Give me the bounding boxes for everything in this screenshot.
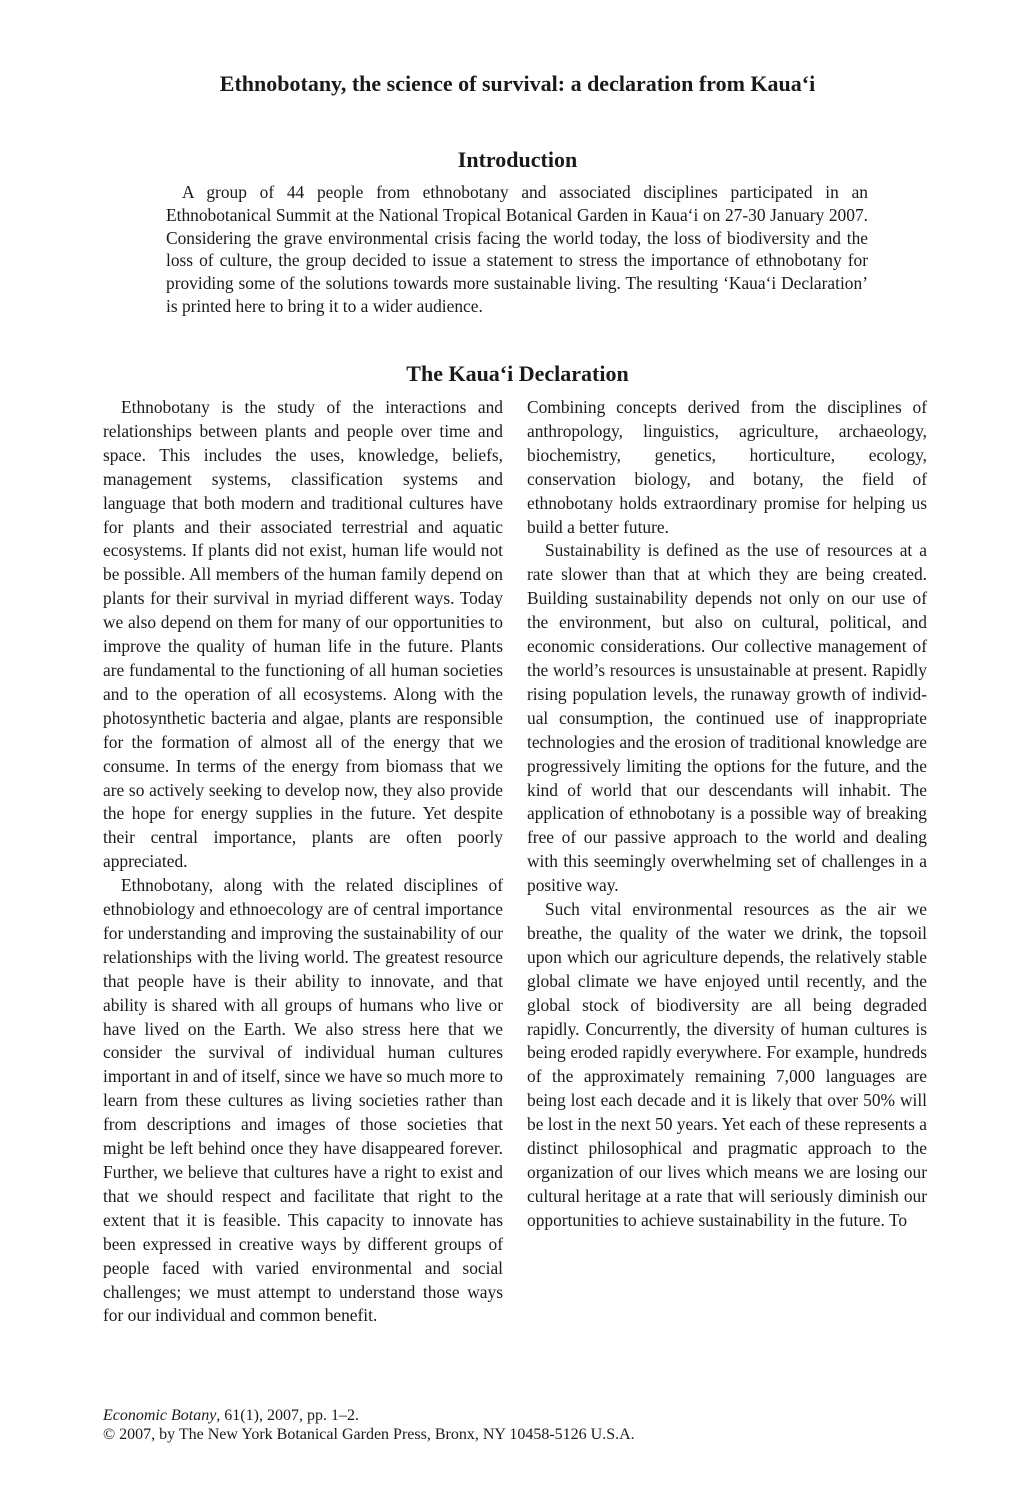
declaration-paragraph-continued: Combining concepts derived from the disciplines of anthropology, linguistics, agriculture, archaeology, biochemistry, genetics, horticulture, ecology, conservation biology, and botany, the field of ethnobotany holds extraordinary promise for helping us build a better future. bbox=[527, 397, 927, 537]
left-column bbox=[103, 396, 503, 1328]
right-column bbox=[527, 396, 927, 1233]
footer bbox=[103, 1406, 635, 1444]
declaration-paragraph: Such vital environmental resources as the air we breathe, the quality of the water we drink, the topsoil upon which our agriculture depends, the relatively stable global climate we have enjoyed until recently, and the global stock of biodiversity are all being degraded rapidly. Concurrently, the diversity of human cultures is being eroded rapidly everywhere. For example, hundreds of the approximately remaining 7,000 languages are being lost each decade and it is likely that over 50% will be lost in the next 50 years. Yet each of these represents a distinct philosophical and pragmatic approach to the organization of our lives which means we are losing our cultural heritage at a rate that will seriously diminish our opportunities to achieve sustainability in the future. To bbox=[527, 899, 927, 1230]
citation-line bbox=[103, 1406, 635, 1425]
declaration-paragraph: Ethnobotany, along with the related disciplines of ethnobiology and ethnoecology are of central importance for understanding and improving the sustainability of our relationships with the living world. The greatest resource that people have is their ability to innovate, and that ability is shared with all groups of humans who live or have lived on the Earth. We also stress here that we consider the survival of individual human cultures important in and of itself, since we have so much more to learn from these cultures as living societies rather than from descriptions and images of those societies that might be left behind once they have disappeared forever. Further, we believe that cultures have a right to exist and that we should respect and facilitate that right to the extent that it is feasible. This capacity to innovate has been expressed in creative ways by different groups of people faced with varied environmental and social challenges; we must attempt to understand those ways for our individual and common benefit. bbox=[103, 875, 503, 1326]
declaration-paragraph: Sustainability is defined as the use of resources at a rate slower than that at which they are being created. Building sustainability depends not only on our use of the environment, but also on cultural, political, and economic considerations. Our collective management of the world’s resources is unsustainable at present. Rapidly rising population levels, the runaway growth of individual consumption, the continued use of inappropriate technologies and the erosion of traditional knowledge are progressively limiting the options for the future, and the kind of world that our descendants will inhabit. The application of ethnobotany is a possible way of breaking free of our passive approach to the world and dealing with this seemingly overwhelming set of challenges in a positive way. bbox=[527, 540, 927, 896]
introduction-paragraph: A group of 44 people from ethnobotany and associated disciplines participated in an Ethnobotanical Summit at the National Tropical Botanical Garden in Kaua‘i on 27-30 January 2007. Considering the grave environmental crisis facing the world today, the loss of biodiversity and the loss of culture, the group decided to issue a statement to stress the importance of ethnobotany for providing some of the solutions towards more sustainable living. The resulting ‘Kaua‘i Declaration’ is printed here to bring it to a wider audience. bbox=[166, 182, 868, 316]
article-title: Ethnobotany, the science of survival: a declaration from Kaua‘i bbox=[219, 71, 816, 96]
declaration-paragraph: Ethnobotany is the study of the interactions and relationships between plants and people over time and space. This includes the uses, knowledge, beliefs, management systems, classification systems and language that both modern and traditional cultures have for plants and their associated terrestrial and aquatic ecosystems. If plants did not exist, human life would not be possible. All members of the human family depend on plants for their survival in myriad different ways. Today we also depend on them for many of our opportunities to improve the quality of human life in the future. Plants are fundamental to the functioning of all human societies and to the operation of all ecosystems. Along with the photosynthetic bacteria and algae, plants are responsible for the formation of almost all of the energy that we consume. In terms of the energy from biomass that we are so actively seeking to develop now, they also provide the hope for energy supplies in the future. Yet despite their central importance, plants are often poorly appreciated. bbox=[103, 397, 503, 872]
introduction-heading: Introduction bbox=[457, 147, 578, 172]
citation-details: , 61(1), 2007, pp. 1–2. bbox=[216, 1407, 359, 1424]
journal-name: Economic Botany bbox=[103, 1407, 217, 1424]
declaration-heading: The Kaua‘i Declaration bbox=[406, 361, 629, 386]
copyright-line: © 2007, by The New York Botanical Garden Press, Bronx, NY 10458-5126 U.S.A. bbox=[103, 1426, 635, 1443]
